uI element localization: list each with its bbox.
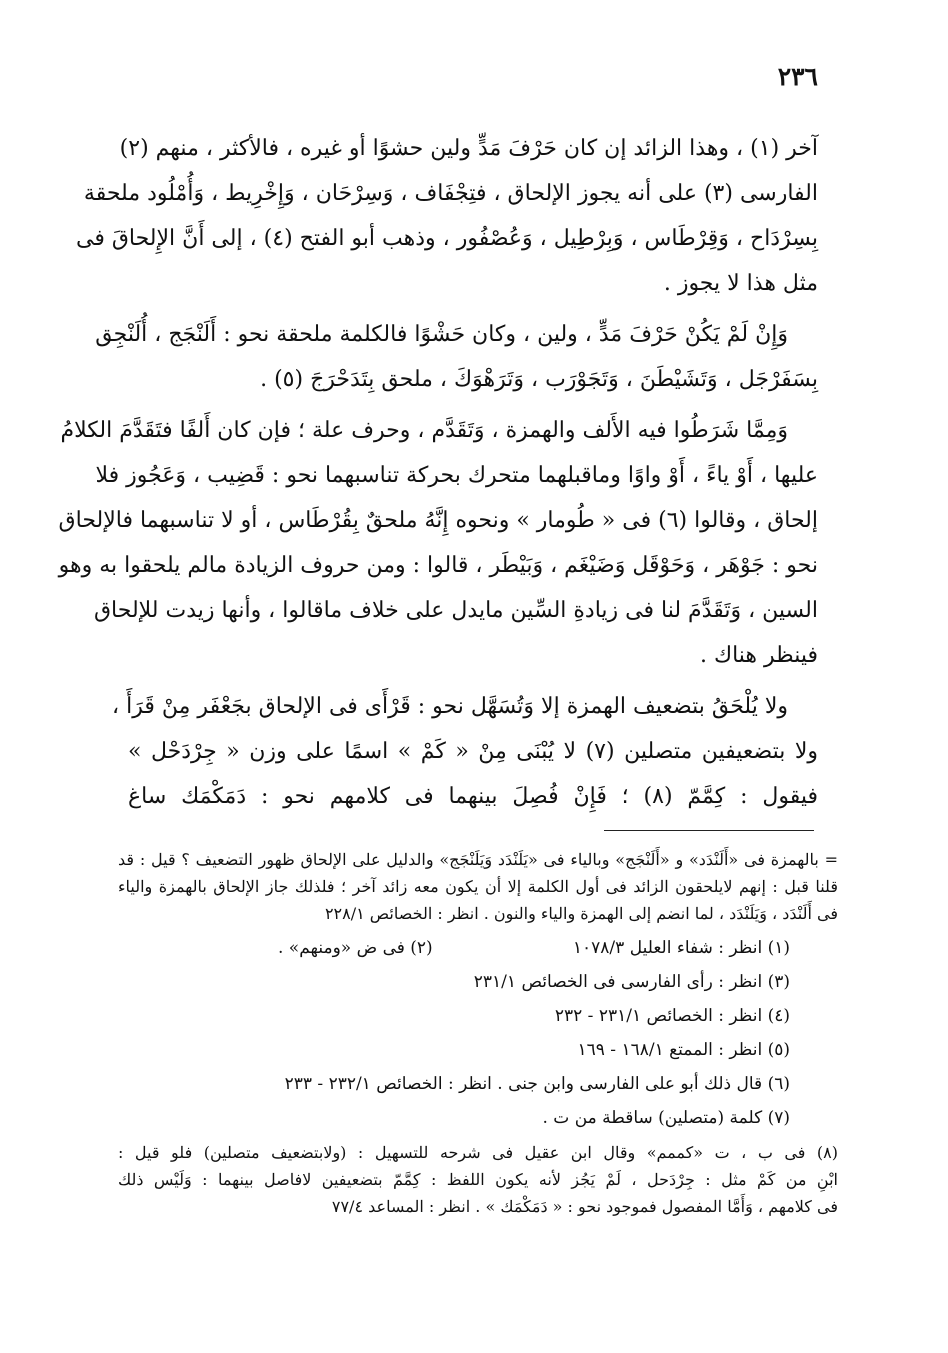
footnote-item (118, 1033, 838, 1067)
text-line: بِسِرْدَاح ، وَقِرْطَاس ، وَبِرْطِيل ، وَعُصْفُور ، وذهب أبو الفتح (٤) ، إلى أَنَّ الإِلحاقَ فى (75, 226, 818, 251)
footnote-text: (١) انظر : شفاء العليل ١٠٧٨/٣ (572, 938, 790, 958)
footnote-line: = بالهمزة فى «أَلَنْدَد» و «أَلَنْجَج» وبالياء فى «يَلَنْدَد وَيَلَنْجَج» والدليل على الإلحاق ظهور التضعيف ؟ قيل : قد (118, 850, 838, 869)
text-line: آخر (١) ، وهذا الزائد إن كان حَرْفَ مَدٍّ ولين حشوًا أو غيره ، فالأكثر ، منهم (٢) (119, 136, 818, 161)
text-line: وَإِنْ لَمْ يَكُنْ حَرْفَ مَدٍّ ، ولين ، وكان حَشْوًا فالكلمة ملحقة نحو : أَلَنْجَج ، أُلَنْجِق (95, 322, 788, 347)
footnote-text: (٦) قال ذلك أبو على الفارسى وابن جنى . انظر : الخصائص ٢٣٢/١ - ٢٣٣ (284, 1074, 790, 1094)
footnote-side-text: (٢) فى ض «ومنهم» . (278, 938, 433, 958)
footnote-item (118, 965, 838, 999)
footnotes (118, 846, 838, 1224)
main-text (58, 126, 819, 825)
text-line: ولا يُلْحَقُ بتضعيف الهمزة إلا وَتُسَهَّل نحو : قَرْأَى فى الإلحاق بجَعْفَر مِنْ قَرَأَ ، (112, 694, 788, 719)
footnote-text: (٣) انظر : رأى الفارسى فى الخصائص ٢٣١/١ (473, 972, 790, 992)
text-line: الفارسى (٣) على أنه يجوز الإلحاق ، فتِجْفَاف ، وَسِرْحَان ، وَإِخْرِيط ، وَأُمْلُود ملحقة (83, 181, 818, 206)
text-line: فينظر هناك . (699, 643, 818, 668)
footnote-line: فى كلامهم ، وَأَمَّا المفصول فموجود نحو : « دَمَكْمَك » . انظر : المساعد ٧٧/٤ (331, 1197, 838, 1216)
paragraph-3 (58, 408, 818, 678)
text-line: ولا بتضعيفين متصلين (٧) لا يُبْنَى مِنْ « كَمْ » اسمًا على وزن « جِرْدَحْل » (128, 739, 819, 764)
footnote-8 (118, 1139, 838, 1220)
footnote-line: (٨) فى ب ، ت «كممم» وقال ابن عقيل فى شرحه للتسهيل : (ولابتضعيف متصلين) فلو قيل : (118, 1143, 838, 1162)
footnote-line: قلنا قبل : إنهم لايلحقون الزائد فى أول الكلمة إلا أن يكون معه زائد آخر ؛ فلذلك جاز الإلحاق بالهمزة والياء (118, 877, 838, 896)
footnote-text: (٧) كلمة (متصلين) ساقطة من ت . (542, 1108, 790, 1128)
page-number: ٢٣٦ (777, 62, 818, 91)
text-line: وَمِمَّا شَرَطُوا فيه الأَلف والهمزة ، وَتَقَدَّم ، وحرف علة ؛ فإن كان أَلفًا فتَقَدَّمَ الكلامُ (60, 418, 788, 443)
footnote-item (118, 1067, 838, 1101)
text-line: نحو : جَوْهَر ، وَحَوْقَل وَضَيْغَم ، وَبَيْطَر ، قالوا : ومن حروف الزيادة مالم يلحقوا به وهو (58, 553, 818, 578)
footnote-separator (604, 830, 814, 831)
paragraph-2 (95, 312, 818, 402)
footnote-item (118, 1101, 838, 1135)
footnote-line: فى أَلَنْدَد ، وَيَلَنْدَد ، لما انضم إلى الهمزة والياء والنون . انظر : الخصائص ٢٢٨/١ (324, 904, 838, 923)
text-line: عليها ، أَوْ ياءً ، أَوْ واوًا وماقبلهما متحرك بحركة تناسبهما نحو : قَضِيب ، وَعَجُوز فلا (95, 463, 818, 488)
paragraph-1 (75, 126, 818, 306)
text-line: فيقول : كِمَّمّ (٨) ؛ فَإِنْ فُصِلَ بينهما فى كلامهم نحو : دَمَكْمَك ساغ (128, 784, 818, 809)
footnote-item (118, 931, 838, 965)
paragraph-4 (112, 684, 819, 819)
footnote-line: ابْنِ من كَمْ مثل : جِرْدَحل ، لَمْ يَجُز لأنه يكون اللفظ : كِمَّمّ بتضعيفين لافاصل بينهما : وَلَيْس ذلك (118, 1170, 839, 1189)
text-line: بِسَفَرْجَل ، وَتَشَيْطَنَ ، وَتَجَوْرَب ، وَتَرَهْوَكَ ، ملحق بِتَدَحْرَجَ (٥) . (260, 367, 818, 392)
text-line: السين ، وَتَقَدَّمَ لنا فى زيادةِ السِّين مايدل على خلاف ماقالوا ، وأنها زيدت للإلحاق (93, 598, 818, 623)
footnote-text: (٤) انظر : الخصائص ٢٣١/١ - ٢٣٢ (554, 1006, 790, 1026)
footnote-continuation (118, 846, 838, 927)
footnote-item (118, 999, 838, 1033)
footnote-text: (٥) انظر : الممتع ١٦٨/١ - ١٦٩ (577, 1040, 790, 1060)
text-line: إلحاق ، وقالوا (٦) فى « طُومار » ونحوه إِنَّهُ ملحقٌ بِقُرْطَاس ، أو لا تناسبهما فالإلحاق (58, 508, 818, 533)
text-line: مثل هذا لا يجوز . (663, 271, 818, 296)
